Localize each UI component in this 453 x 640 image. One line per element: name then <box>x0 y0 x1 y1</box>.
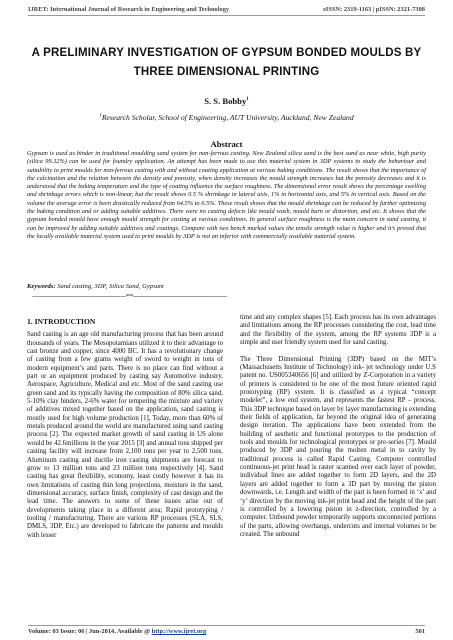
intro-paragraph-1: Sand casting is an age old manufacturing process that has been around thousands of years. The Mesopotamians utilized it to their advantage to cast bronze and copper, since 4000 BC. It has a revolutionary change of casting from a few grams weight of sword to weight in tons of modern equipment’s and parts. There is no place can find without a part or an equipment produced by casting say Automotive industry, Aerospace, Agriculture, Medical and etc. Most of the sand casting use green sand and its typically having the composition of 80% silica sand, 5-10% clay binders, 2-6% water for tempering the mixture and variety of additives mixed together based on the application, sand casting is mostly used for high volume production [1], Today, more than 60% of metals produced around the world are manufactured using sand casting process [2]. The expected market growth of sand casting in US alone would be 42.6millions in the year 2015 [3] and annual tons shipped per casting facility will increase from 2,100 tons per year to 2,500 tons. Aluminum casting and ductile iron casting shipments are forecast to grow to 13 million tons and 23 million tons respectively [4]. Sand casting has great flexibility, economy, least costly however it has its own limitations of casting thin long projections, moisture in the sand, dimensional accuracy, surface finish, complexity of cast design and the lead time. The answers to some of these issues arise out of developments taking place in a different area; Rapid prototyping / tooling / manufacturing. There are various RP processes (SLA, SLS, DMLS, 3DP, Etc.) are developed to fabricate the patterns and moulds with lesser <box>27 331 223 539</box>
footer-volume <box>28 628 206 635</box>
abstract-body: Gypsum is used as binder in traditional moulding sand system for non-ferrous casting. New Zealand silica sand is the best sand as near white, high purity (silica 99.32%) can be used for foundry application. An attempt has been made to use this material system in 3DP systems to study the behaviour and suitability to print moulds for non-ferrous casting with and without coating application at various baking conditions. The result shows that the importance of the calcination and the relation between the density and porosity, when density increases the mould strength increases but the porosity decreases and it is understood that the baking temperature and the type of coating influence the surface roughness. The dimensional error result shows the percentage swelling and shrinkage errors which is non-linear, but the result shows 0.5 % shrinkage in lateral axis, 1% in horizontal axis, and 5% in vertical axis. Based on the volume the average error is been drastically reduced from 64.5% to 6.5%. These result shows that the mould shrinkage can be reduced by further optimizing the baking condition and or adding suitable additives. There were no casting defects like mould wash, mould burn or distortion, and etc. It shows that the gypsum bonded mould have enough mould strength for casting at various conditions. In general surface roughness is the main concern in sand casting, it can be improved by adding suitable additives and coatings. Compare with two bench marked values the tensile strength value is higher and it’s proved that the locally available material system used to print moulds by 3DP is not an inferior with commercially available material system. <box>27 150 426 240</box>
left-column <box>27 314 223 548</box>
author-sup: 1 <box>246 97 249 103</box>
keywords <box>27 283 426 290</box>
running-header <box>28 6 425 16</box>
author-name: S. S. Bobby <box>204 96 247 106</box>
section-separator: -------------------------------------------------------------------***------------------------------------------------------------------- <box>32 294 227 300</box>
right-column <box>240 314 436 548</box>
issn: eISSN: 2319-1163 | pISSN: 2321-7308 <box>323 6 425 13</box>
page-number: 501 <box>415 628 425 635</box>
running-footer <box>28 625 425 635</box>
keywords-label: Keywords: <box>27 283 56 290</box>
keywords-text: Sand casting, 3DP, Silica Sand, Gypsum <box>55 283 164 290</box>
affiliation-sup: 1 <box>99 113 102 119</box>
paper-title: A PRELIMINARY INVESTIGATION OF GYPSUM BONDED MOULDS BY THREE DIMENSIONAL PRINTING <box>31 47 422 78</box>
intro-paragraph-2: time and any complex shapes [5]. Each process has its own advantages and limitations among the RP processes considering the cost, lead time and the flexibility of the system, among the RP systems 3DP is a simple and user friendly system used for sand casting. <box>240 314 436 347</box>
journal-name: IJRET: International Journal of Research in Engineering and Technology <box>28 6 230 13</box>
affiliation <box>28 113 425 122</box>
intro-paragraph-3: The Three Dimensional Printing (3DP) based on the MIT’s (Massachusetts Institute of Technology) ink- jet technology under U.S patent no. US005340656 [6] and utilized by Z-Corporation in a variety of printers is considered to be one of the most future oriented rapid prototyping (RP) system. It is classified as a typical “concept modeler”, a low end system, and represents the fastest RP – process. This 3DP technique based on layer by layer manufacturing is extending their fields of application, far beyond the original idea of generating design iteration. The applications have been extended from the building of aesthetic and functional prototypes to the production of tools and moulds for technological prototypes or pre-series [7]. Mould produced by 3DP and pouring the molten metal in to cavity by traditional process is called Rapid Casting. Computer controlled continuous-jet print head is raster scanned over each layer of powder, individual lines are added together to form 2D layers, and the 2D layers are added together to form a 3D part by moving the piston downwards, i.e. Length and width of the part is been formed in ‘x’ and ‘y’ direction by the moving ink-jet print head and the height of the part is controlled by a lowering piston in z-direction, controlled by a computer. Unbound powder temporarily supports unconnected portions of the parts, allowing overhangs, undercuts and internal volumes to be created. The unbound <box>240 355 436 538</box>
footer-url-link[interactable]: http://www.ijret.org <box>151 628 207 635</box>
footer-volume-text: Volume: 03 Issue: 06 | Jun-2014, Available @ <box>28 628 152 635</box>
affiliation-text: Research Scholar, School of Engineering, AUT University, Auckland, New Zealand <box>101 113 354 122</box>
abstract-heading: Abstract <box>210 139 243 149</box>
section-heading: 1. INTRODUCTION <box>27 317 96 326</box>
author-line <box>28 96 425 106</box>
